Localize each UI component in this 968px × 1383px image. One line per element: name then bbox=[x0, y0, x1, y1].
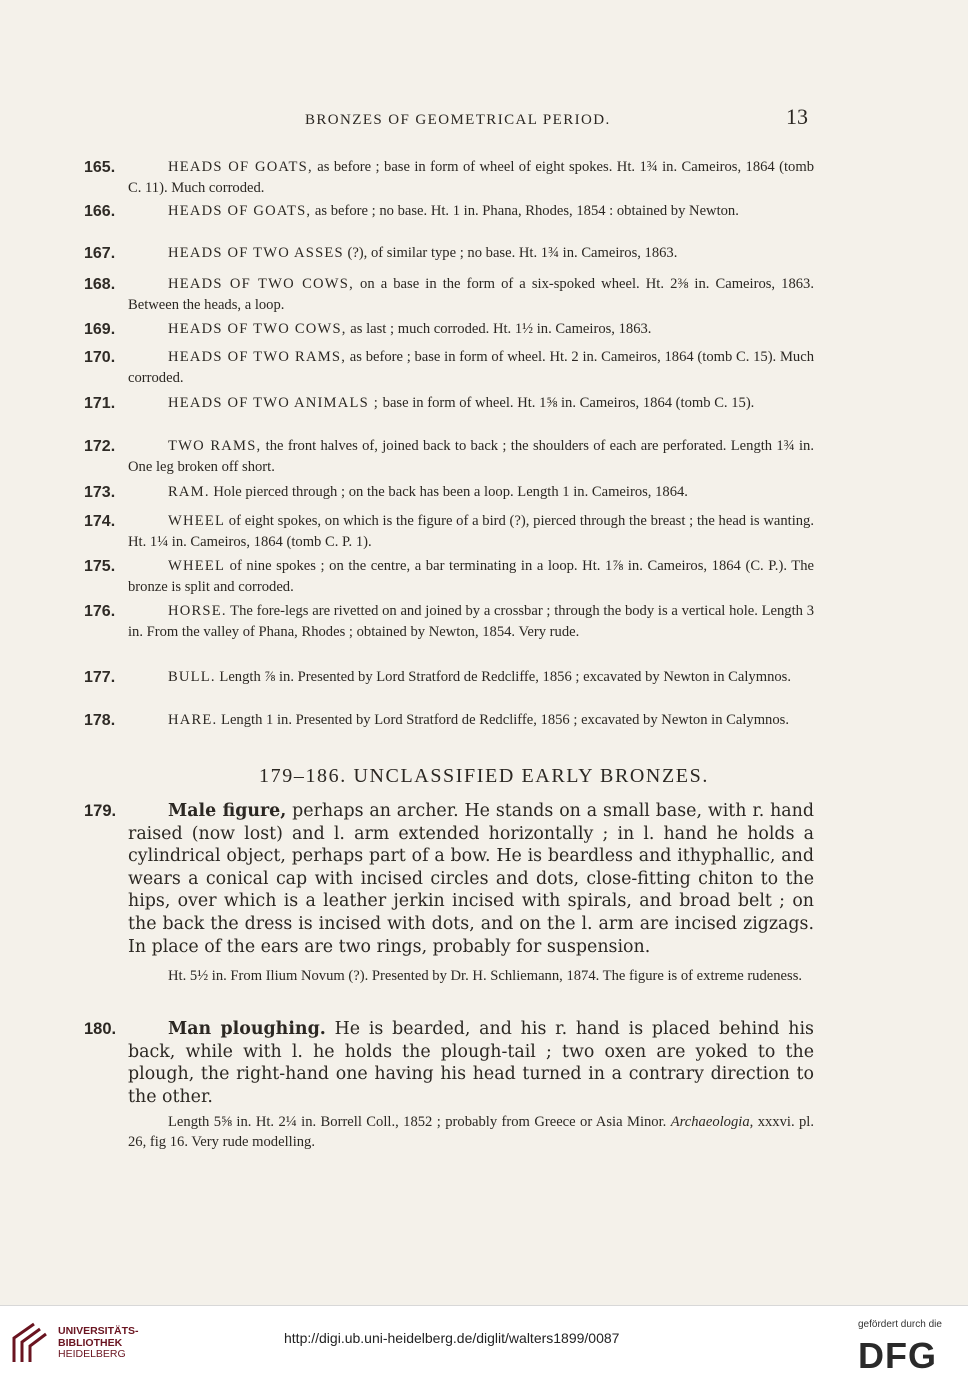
catalogue-entry bbox=[84, 274, 814, 316]
entry-number: 177. bbox=[84, 669, 116, 686]
entry-title: HEADS OF TWO COWS, bbox=[168, 321, 347, 337]
entry-title: WHEEL bbox=[168, 513, 226, 529]
entry-number: 166. bbox=[84, 203, 116, 220]
catalogue-entry bbox=[84, 319, 814, 340]
entry-title: HEADS OF GOATS, bbox=[168, 203, 312, 219]
entry-note bbox=[128, 1112, 814, 1152]
entry-number: 176. bbox=[84, 603, 116, 620]
catalogue-entry bbox=[84, 511, 814, 553]
digitization-footer bbox=[0, 1305, 968, 1383]
entry-text: He is bearded, and his r. hand is placed behind his back, while with l. he holds the plough-tail ; two oxen are yoked to the plough, the right-hand one having his head turned in a contrary direction to the other. bbox=[128, 1019, 814, 1107]
entry-text: The fore-legs are rivetted on and joined by a crossbar ; through the body is a vertical hole. Length 3 in. From the valley of Phana, Rhodes ; obtained by Newton, 1854. Very rude. bbox=[128, 603, 814, 640]
catalogue-entry bbox=[84, 482, 814, 503]
funding-note: gefördert durch die bbox=[858, 1319, 942, 1330]
catalogue-entry bbox=[84, 436, 814, 478]
entry-number: 174. bbox=[84, 513, 116, 530]
entry-title: HORSE. bbox=[168, 603, 227, 619]
page-number: 13 bbox=[786, 104, 808, 129]
entry-text: as before ; no base. Ht. 1 in. Phana, Rhodes, 1854 : obtained by Newton. bbox=[311, 203, 739, 219]
entry-text: the front halves of, joined back to back ; the shoulders of each are perforated. Length 1¾ in. One leg broken off short. bbox=[128, 438, 814, 475]
journal-title: Archaeologia, bbox=[670, 1114, 754, 1130]
note-text: Length 5⅝ in. Ht. 2¼ in. Borrell Coll., 1852 ; probably from Greece or Asia Minor. bbox=[168, 1114, 667, 1130]
entry-number: 168. bbox=[84, 276, 116, 293]
entry-text: Hole pierced through ; on the back has been a loop. Length 1 in. Cameiros, 1864. bbox=[209, 484, 688, 500]
entry-title: TWO RAMS, bbox=[168, 438, 262, 454]
catalogue-entry bbox=[84, 393, 814, 414]
section-heading: 179–186. UNCLASSIFIED EARLY BRONZES. bbox=[259, 765, 709, 787]
entry-note: Ht. 5½ in. From Ilium Novum (?). Presented by Dr. H. Schliemann, 1874. The figure is of extreme rudeness. bbox=[168, 968, 803, 984]
permalink-url[interactable]: http://digi.ub.uni-heidelberg.de/diglit/walters1899/0087 bbox=[284, 1330, 620, 1346]
entry-text: of nine spokes ; on the centre, a bar terminating in a loop. Ht. 1⅞ in. Cameiros, 1864 (C. P.). The bronze is split and corroded. bbox=[128, 558, 814, 595]
entry-text: base in form of wheel. Ht. 1⅝ in. Cameiros, 1864 (tomb C. 15). bbox=[379, 395, 755, 411]
entry-number: 167. bbox=[84, 245, 116, 262]
catalogue-entry bbox=[84, 243, 814, 264]
entry-text: as before ; base in form of wheel. Ht. 2 in. Cameiros, 1864 (tomb C. 15). Much corroded. bbox=[128, 349, 814, 386]
entry-number: 180. bbox=[84, 1020, 117, 1038]
entry-title: HEADS OF TWO COWS, bbox=[168, 276, 354, 292]
entry-number: 170. bbox=[84, 349, 116, 366]
catalogue-entry-major bbox=[84, 800, 814, 958]
entry-title: BULL. bbox=[168, 669, 216, 685]
entry-text: on a base in the form of a six-spoked wheel. Ht. 2⅜ in. Cameiros, 1863. Between the heads, a loop. bbox=[128, 276, 814, 313]
catalogue-entry bbox=[84, 667, 814, 688]
entry-title: Male figure, bbox=[168, 801, 287, 821]
entry-title: Man ploughing. bbox=[168, 1019, 326, 1039]
entry-number: 173. bbox=[84, 484, 116, 501]
catalogue-entry bbox=[84, 556, 814, 598]
entry-title: RAM. bbox=[168, 484, 210, 500]
university-library-name bbox=[58, 1326, 139, 1361]
entry-number: 171. bbox=[84, 395, 116, 412]
entry-number: 175. bbox=[84, 558, 116, 575]
catalogue-entry bbox=[84, 710, 814, 731]
university-library-logo-icon bbox=[8, 1318, 52, 1368]
entry-number: 165. bbox=[84, 159, 116, 176]
uni-line: BIBLIOTHEK bbox=[58, 1336, 123, 1349]
entry-number: 172. bbox=[84, 438, 116, 455]
uni-line: HEIDELBERG bbox=[58, 1348, 126, 1360]
entry-text: as before ; base in form of wheel of eight spokes. Ht. 1¾ in. Cameiros, 1864 (tomb C. 11). Much corroded. bbox=[128, 159, 815, 196]
entry-number: 169. bbox=[84, 321, 116, 338]
catalogue-entry bbox=[84, 601, 814, 643]
catalogue-entry bbox=[84, 347, 814, 389]
entry-text: Length ⅞ in. Presented by Lord Stratford de Redcliffe, 1856 ; excavated by Newton in Calymnos. bbox=[215, 669, 792, 685]
entry-text: as last ; much corroded. Ht. 1½ in. Cameiros, 1863. bbox=[346, 321, 652, 337]
entry-text: of eight spokes, on which is the figure of a bird (?), pierced through the breast ; the head is wanting. Ht. 1¼ in. Cameiros, 1864 (tomb C. P. 1). bbox=[128, 513, 814, 550]
dfg-logo: DFG bbox=[858, 1335, 937, 1376]
entry-text: (?), of similar type ; no base. Ht. 1¾ in. Cameiros, 1863. bbox=[343, 245, 678, 261]
entry-title: HEADS OF TWO ASSES bbox=[168, 245, 344, 261]
catalogue-entry bbox=[84, 157, 814, 199]
entry-title: WHEEL bbox=[168, 558, 226, 574]
note-text: xxxvi. pl. 26, fig 16. Very rude modelling. bbox=[128, 1114, 815, 1150]
entry-text: perhaps an archer. He stands on a small base, with r. hand raised (now lost) and l. arm extended horizontally ; in l. hand he holds a cylindrical object, perhaps part of a bow. He is beardless and ithyphallic, and wears a conical cap with incised circles and dots, close-fitting chiton to the hips, over which is a leather jerkin incised with spirals, and broad belt ; on the back the dress is incised with dots, and on the l. arm are incised zigzags. In place of the ears are two rings, probably for suspension. bbox=[128, 801, 814, 957]
entry-title: HEADS OF TWO RAMS, bbox=[168, 349, 347, 365]
uni-line: UNIVERSITÄTS- bbox=[58, 1325, 139, 1337]
entry-number: 178. bbox=[84, 712, 116, 729]
entry-number: 179. bbox=[84, 802, 117, 820]
entry-text: Length 1 in. Presented by Lord Stratford de Redcliffe, 1856 ; excavated by Newton in Calymnos. bbox=[217, 712, 789, 728]
catalogue-entry bbox=[84, 201, 814, 222]
entry-title: HEADS OF GOATS, bbox=[168, 159, 313, 175]
entry-title: HEADS OF TWO ANIMALS ; bbox=[168, 395, 379, 411]
entry-title: HARE. bbox=[168, 712, 218, 728]
catalogue-entry-major bbox=[84, 1018, 814, 1108]
running-title: BRONZES OF GEOMETRICAL PERIOD. bbox=[305, 112, 611, 128]
